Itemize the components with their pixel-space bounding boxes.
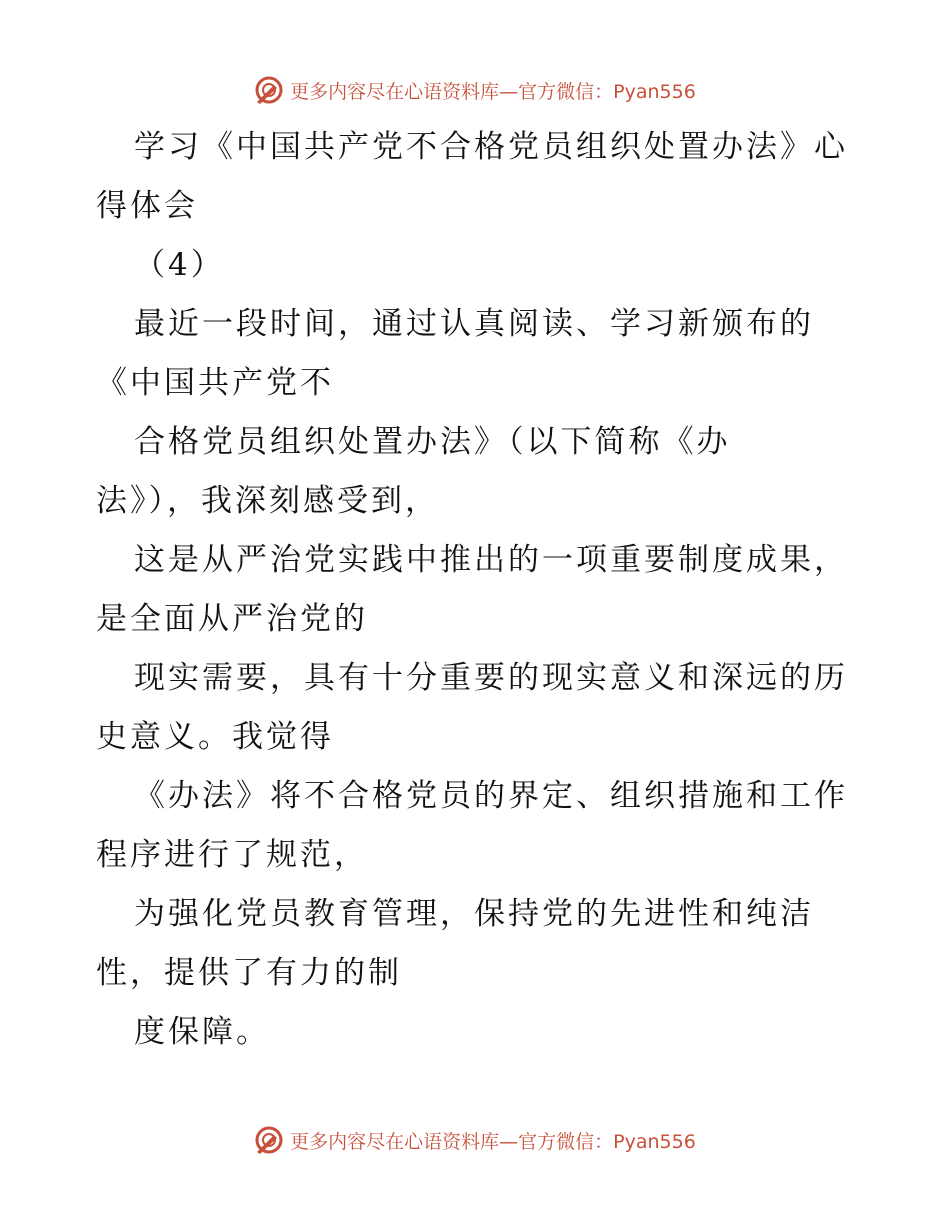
paragraph-line: 现实需要，具有十分重要的现实意义和深远的历 bbox=[134, 660, 848, 696]
paragraph-line: 度保障。 bbox=[134, 1014, 270, 1050]
paragraph-line: 合格党员组织处置办法》（以下简称《办 bbox=[134, 424, 731, 460]
paragraph-line: 法》），我深刻感受到， bbox=[96, 483, 439, 519]
paragraph-line: 程序进行了规范， bbox=[96, 837, 368, 873]
paragraph-lines bbox=[96, 295, 866, 1062]
footer-banner bbox=[0, 1120, 950, 1160]
paragraph-line: 为强化党员教育管理，保持党的先进性和纯洁 bbox=[134, 896, 814, 932]
paragraph-line: 《中国共产党不 bbox=[96, 365, 334, 401]
banner-text: 更多内容尽在心语资料库—官方微信：Pyan556 bbox=[290, 1130, 696, 1153]
banner-text: 更多内容尽在心语资料库—官方微信：Pyan556 bbox=[290, 80, 696, 103]
header-banner bbox=[0, 70, 950, 110]
document-body bbox=[96, 118, 866, 1062]
pen-circle-logo-icon bbox=[254, 75, 284, 105]
paragraph-line: 性，提供了有力的制 bbox=[96, 955, 402, 991]
document-title-line-1: 学习《中国共产党不合格党员组织处置办法》心 bbox=[134, 129, 848, 165]
paragraph-line: 《办法》将不合格党员的界定、组织措施和工作 bbox=[134, 778, 848, 814]
pen-circle-logo-icon bbox=[254, 1125, 284, 1155]
paragraph-line: 这是从严治党实践中推出的一项重要制度成果， bbox=[134, 542, 848, 578]
paragraph-line: 是全面从严治党的 bbox=[96, 601, 368, 637]
part-number: （4） bbox=[134, 247, 225, 283]
paragraph-line: 史意义。我觉得 bbox=[96, 719, 334, 755]
document-title-line-2: 得体会 bbox=[96, 188, 198, 224]
paragraph-line: 最近一段时间，通过认真阅读、学习新颁布的 bbox=[134, 306, 814, 342]
